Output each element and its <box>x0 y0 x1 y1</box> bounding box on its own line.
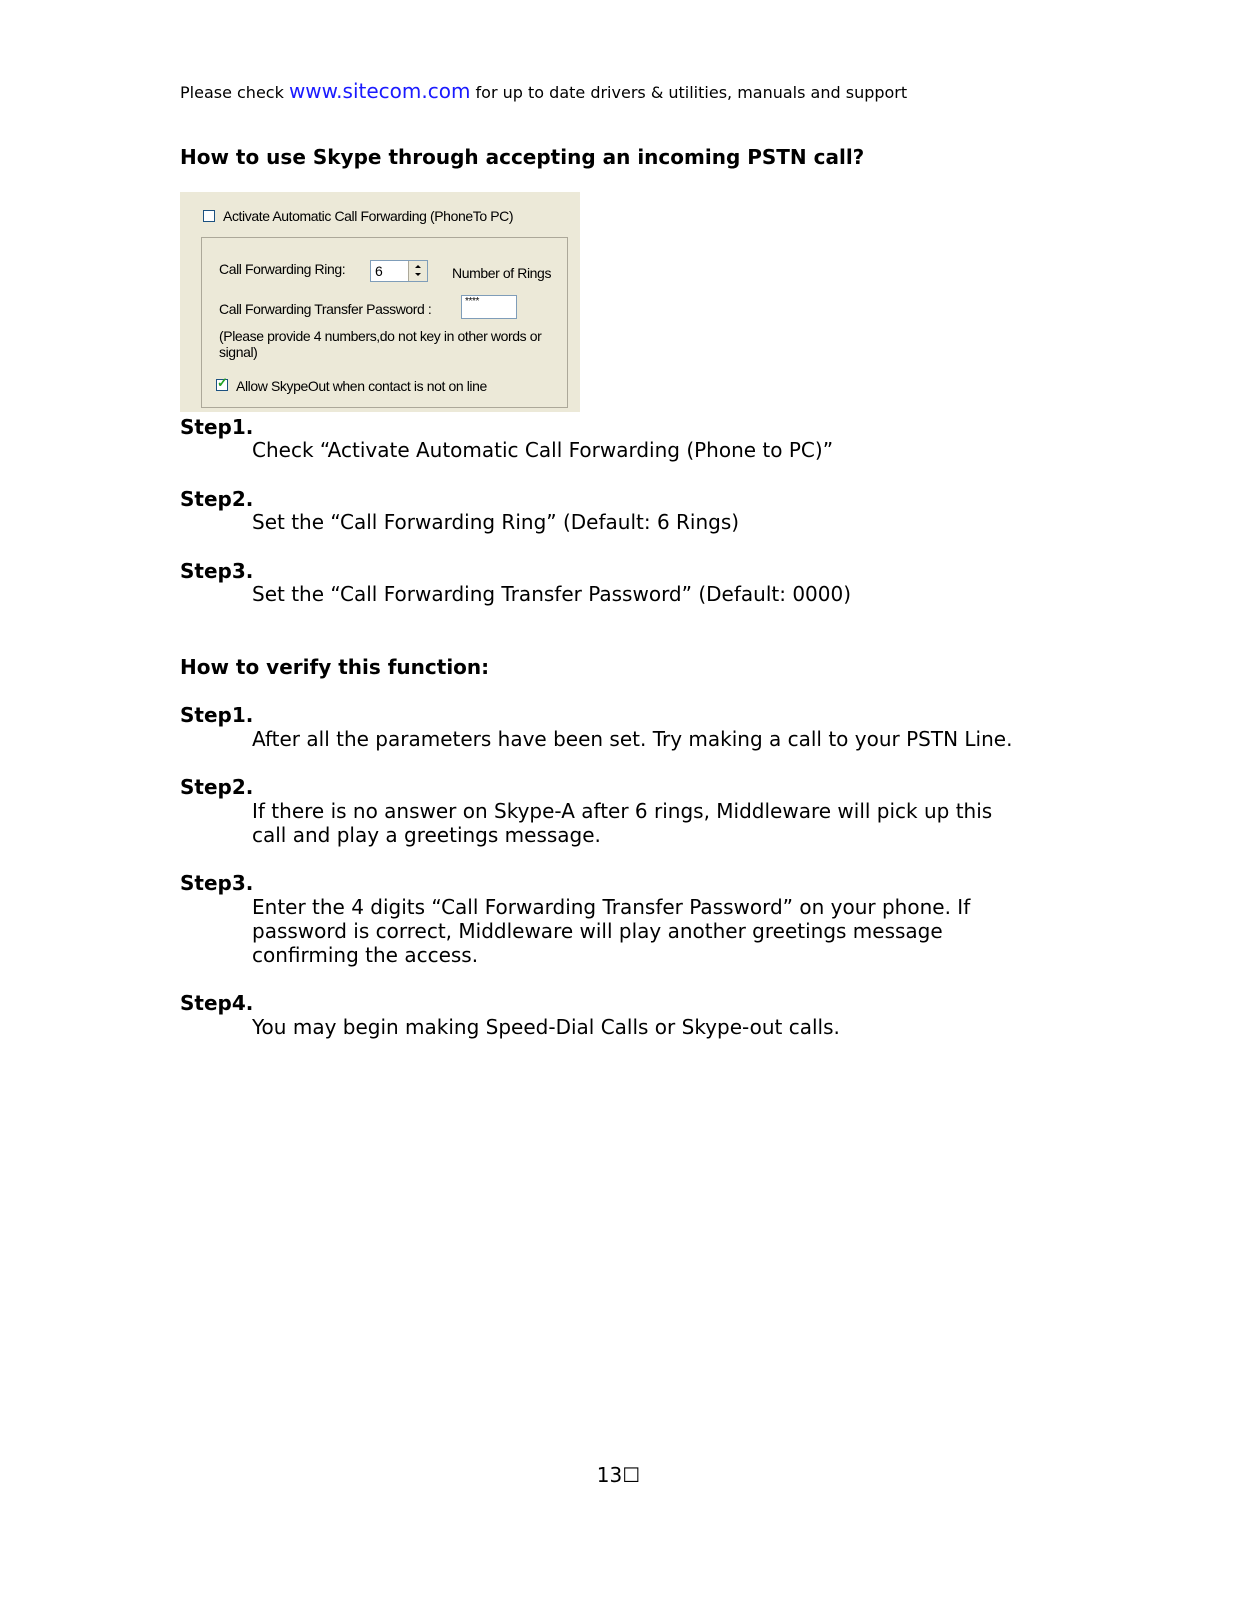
s1-step3-label: Step3. <box>180 559 254 583</box>
section1-title: How to use Skype through accepting an incoming PSTN call? <box>180 145 865 169</box>
note-line1: (Please provide 4 numbers,do not key in other words or <box>219 328 542 344</box>
s1-step3-text: Set the “Call Forwarding Transfer Password” (Default: 0000) <box>252 582 852 606</box>
header-prefix: Please check <box>180 83 289 102</box>
s1-step2-text: Set the “Call Forwarding Ring” (Default: 6 Rings) <box>252 510 740 534</box>
s1-step1-label: Step1. <box>180 415 254 439</box>
s2-step3-label: Step3. <box>180 871 254 895</box>
header-suffix: for up to date drivers & utilities, manuals and support <box>470 83 908 102</box>
activate-forwarding-checkbox[interactable] <box>203 210 215 222</box>
ring-spinner[interactable] <box>370 260 428 282</box>
activate-forwarding-label: Activate Automatic Call Forwarding (PhoneTo PC) <box>223 208 514 224</box>
ring-label: Call Forwarding Ring: <box>219 261 346 277</box>
s2-step2-label: Step2. <box>180 775 254 799</box>
s2-step1-text: After all the parameters have been set. Try making a call to your PSTN Line. <box>252 727 1013 751</box>
ring-value: 6 <box>375 263 383 279</box>
spin-up-icon[interactable] <box>415 265 421 268</box>
s2-step2-text: If there is no answer on Skype-A after 6 rings, Middleware will pick up this call and play a greetings message. <box>252 799 993 847</box>
spin-down-icon[interactable] <box>415 273 421 276</box>
page-number: 13☐ <box>596 1463 641 1487</box>
check-mark-icon: ✓ <box>217 375 228 390</box>
call-forwarding-dialog <box>180 192 580 412</box>
sitecom-link[interactable]: www.sitecom.com <box>288 79 471 103</box>
allow-skypeout-label: Allow SkypeOut when contact is not on line <box>236 378 487 394</box>
note-line2: signal) <box>219 344 258 360</box>
s2-step3-text: Enter the 4 digits “Call Forwarding Transfer Password” on your phone. If password is correct, Middleware will play another greetings message confirming the access. <box>252 895 971 967</box>
header-line <box>180 79 907 103</box>
spinner-buttons[interactable] <box>408 261 427 281</box>
password-field[interactable]: **** <box>461 295 517 319</box>
rings-unit-label: Number of Rings <box>452 265 552 281</box>
allow-skypeout-checkbox[interactable] <box>216 375 228 391</box>
s2-step4-text: You may begin making Speed-Dial Calls or Skype-out calls. <box>252 1015 840 1039</box>
password-label: Call Forwarding Transfer Password : <box>219 301 432 317</box>
section2-title: How to verify this function: <box>180 655 490 679</box>
s2-step4-label: Step4. <box>180 991 254 1015</box>
s1-step1-text: Check “Activate Automatic Call Forwarding (Phone to PC)” <box>252 438 834 462</box>
s1-step2-label: Step2. <box>180 487 254 511</box>
s2-step1-label: Step1. <box>180 703 254 727</box>
